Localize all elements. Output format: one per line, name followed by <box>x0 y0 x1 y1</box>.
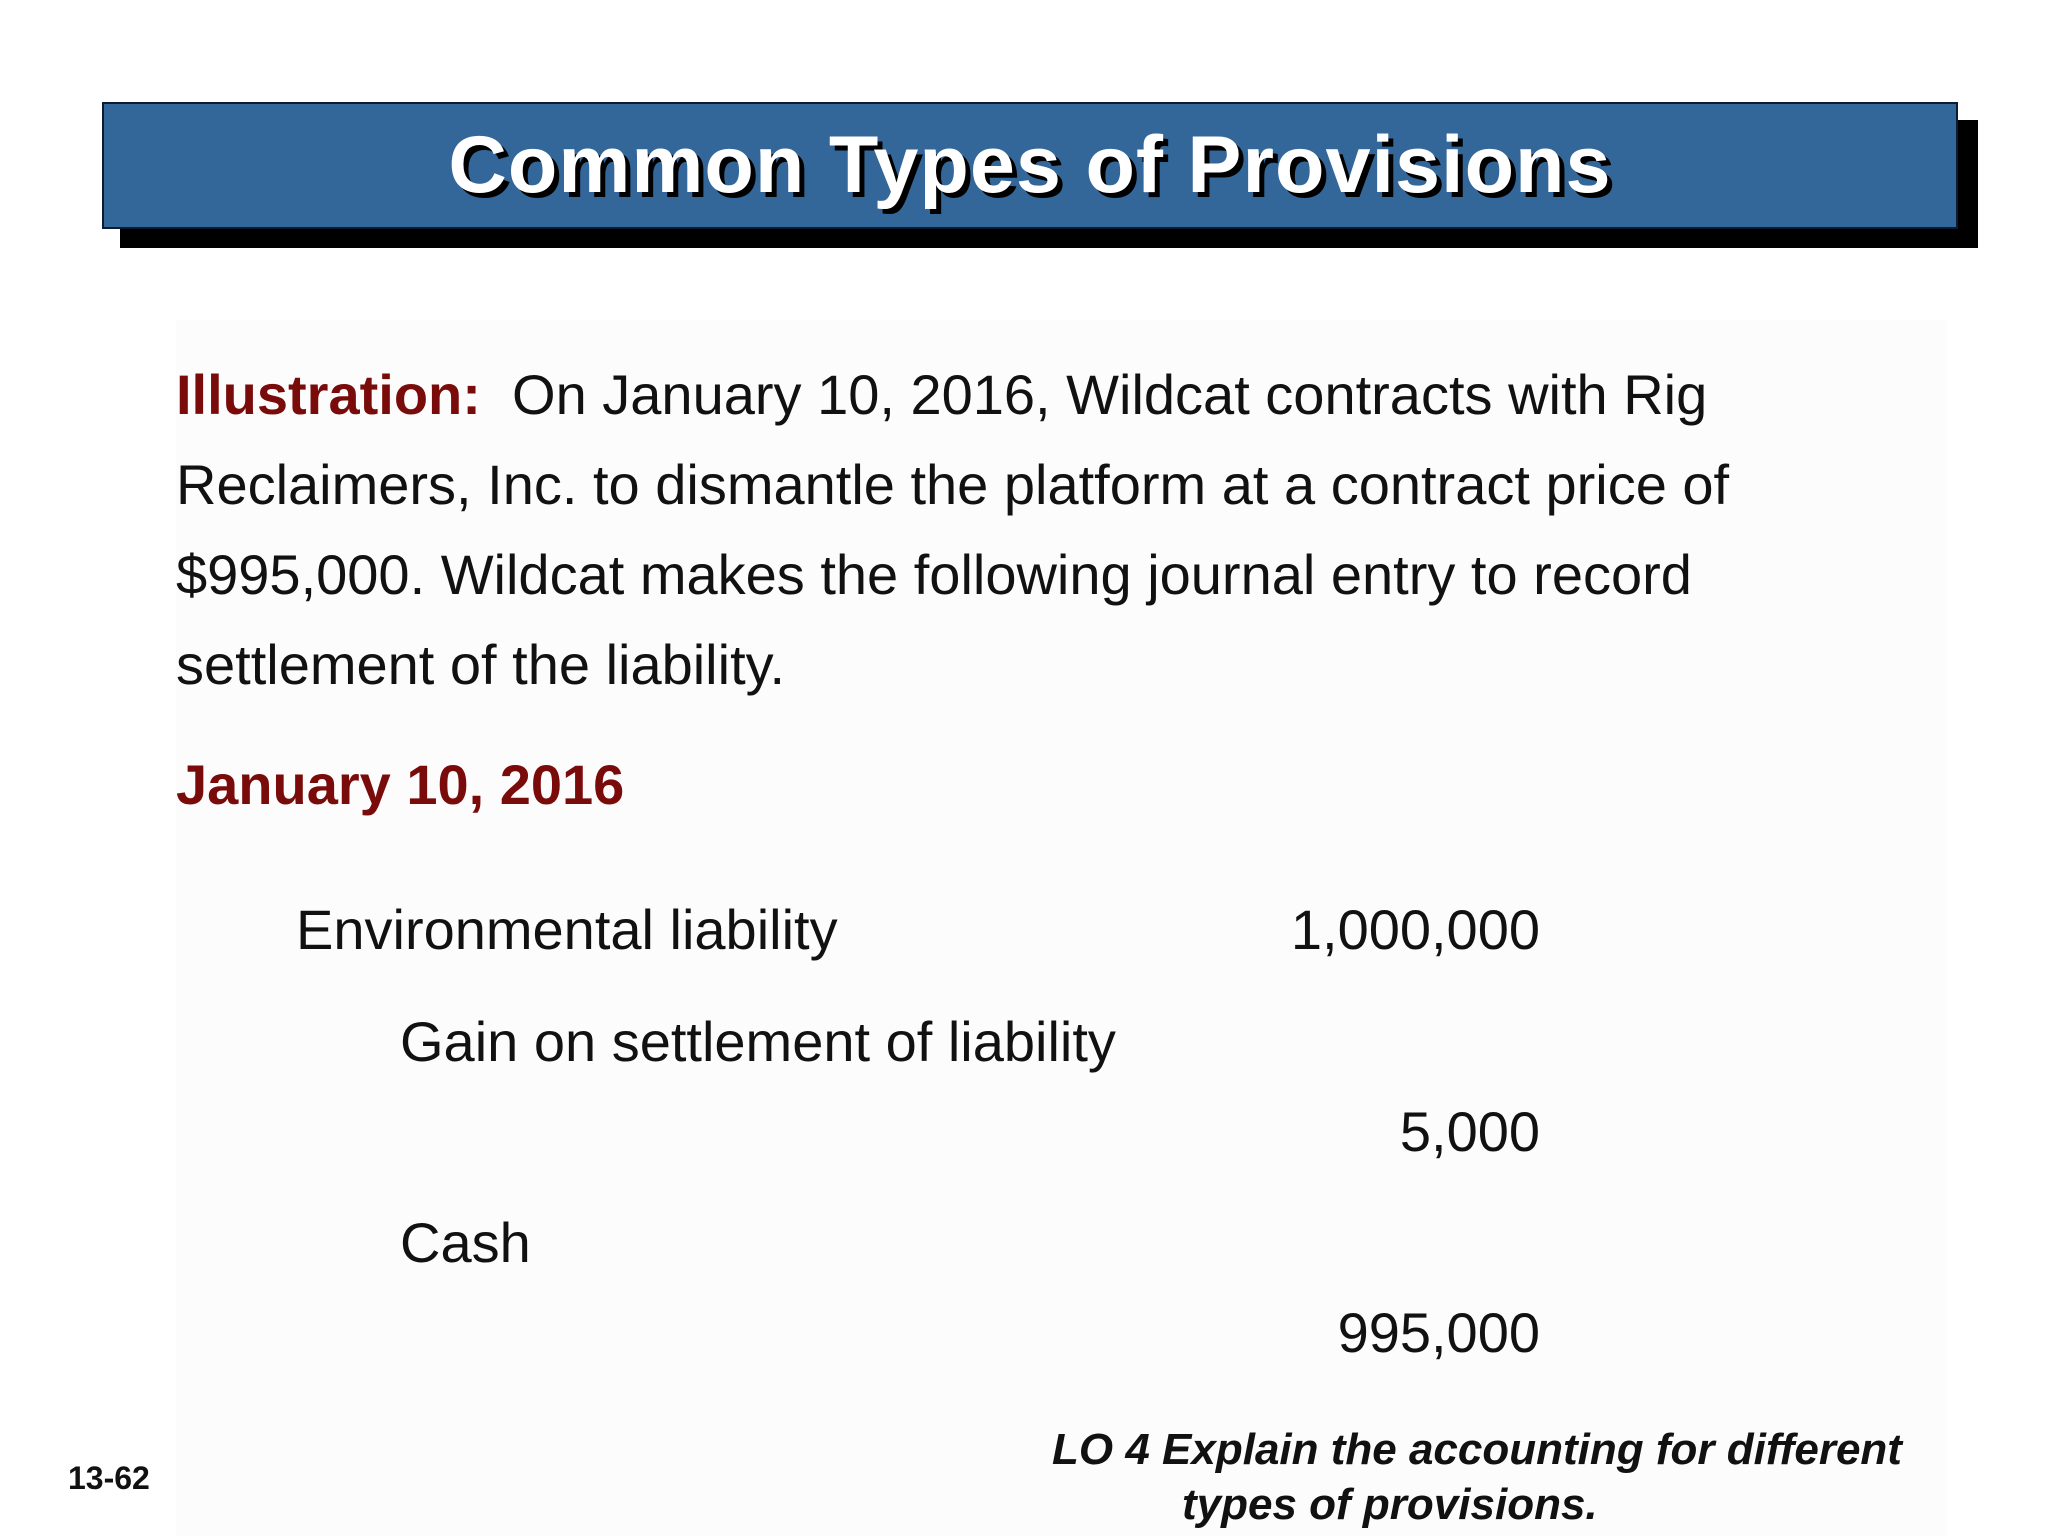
title-bar <box>102 102 1958 229</box>
journal-account-credit-gain: Gain on settlement of liability <box>400 1010 1116 1073</box>
learning-objective-line-1: LO 4 Explain the accounting for different <box>1052 1425 1902 1474</box>
slide-title: Common Types of Provisions <box>448 120 1612 210</box>
journal-account-debit: Environmental liability <box>296 898 838 961</box>
journal-amount-debit: 1,000,000 <box>1290 898 1540 961</box>
illustration-text: On January 10, 2016, Wildcat contracts with Rig Reclaimers, Inc. to dismantle the platform at a contract price of $995,000. Wildcat makes the following journal entry to record settlement of the liability. <box>176 363 1730 696</box>
journal-amount-credit-gain: 5,000 <box>1399 1100 1540 1163</box>
illustration-label: Illustration: <box>176 363 481 426</box>
learning-objective-line-2: types of provisions. <box>1182 1480 1598 1529</box>
entry-date: January 10, 2016 <box>176 753 625 816</box>
journal-account-credit-cash: Cash <box>400 1211 531 1274</box>
illustration-paragraph <box>176 350 1816 710</box>
journal-amount-credit-cash: 995,000 <box>1337 1301 1540 1364</box>
learning-objective <box>1052 1422 1902 1532</box>
slide-number: 13-62 <box>68 1460 150 1496</box>
